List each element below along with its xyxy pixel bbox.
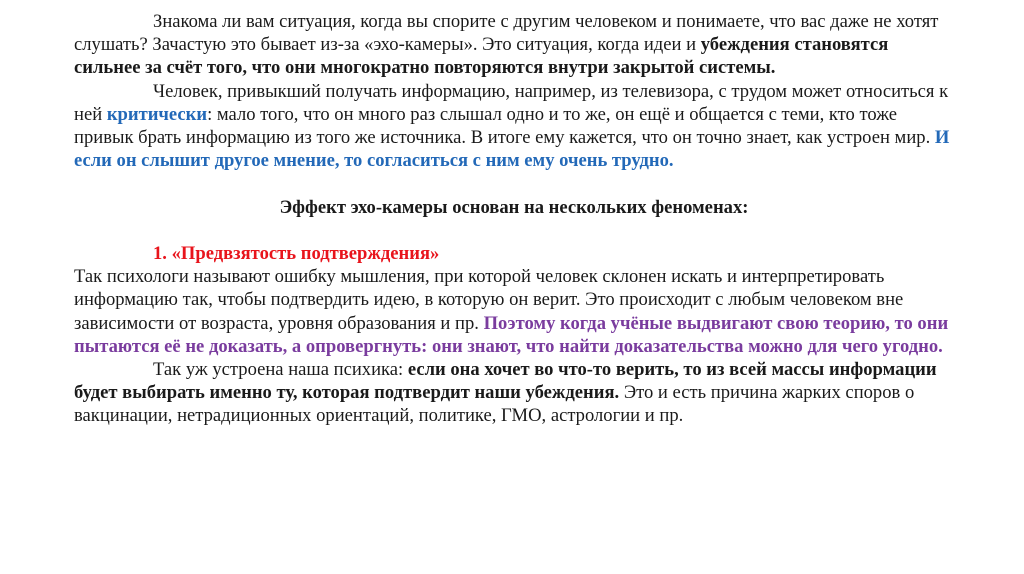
bias-highlight-text: Поэтому когда учёные выдвигают свою теорию, то они пытаются её не доказать, а опровергнуть: они знают, что найти доказательства можно для чего угодно. (74, 312, 949, 357)
psyche-text: Так уж устроена наша психика: (153, 359, 408, 381)
intro-text: Знакома ли вам ситуация, когда вы спорите с другим человеком и понимаете, что вас даже не хотят слушать? Зачастую это бывает из-за «эхо-камеры». Это ситуация, когда идеи и (74, 11, 939, 56)
paragraph-psyche (74, 358, 954, 428)
paragraph-intro (74, 10, 954, 80)
critical-word: критически (106, 103, 208, 125)
paragraph-tv (74, 80, 954, 173)
tv-highlight-text: И если он слышит другое мнение, то согласиться с ним ему очень трудно. (74, 127, 950, 172)
bias-text: Так психологи называют ошибку мышления, при которой человек склонен искать и интерпретировать информацию так, чтобы подтвердить идею, в которую он верит. Это происходит с любым человеком вне зависимости от возраста, уровня образования и пр. (74, 266, 904, 334)
psyche-text-end: Это и есть причина жарких споров о вакцинации, нетрадиционных ориентаций, политике, ГМО, астрологии и пр. (74, 382, 915, 427)
item-1-title-line (74, 242, 954, 265)
tv-text-continued: : мало того, что он много раз слышал одно и то же, он ещё и общается с теми, кто тоже привык брать информацию из того же источника. В итоге ему кажется, что он точно знает, как устроен мир. (74, 103, 935, 149)
spacer (74, 172, 954, 195)
item-1-title: 1. «Предвзятость подтверждения» (153, 243, 440, 264)
spacer (74, 219, 954, 242)
psyche-bold-text: если она хочет во что-то верить, то из всей массы информации будет выбирать именно ту, которая подтвердит наши убеждения. (74, 359, 937, 404)
section-heading: Эффект эхо-камеры основан на нескольких феноменах: (279, 196, 749, 218)
intro-bold-text: убеждения становятся сильнее за счёт того, что они многократно повторяются внутри закрытой системы. (74, 34, 889, 79)
slide-text-body (74, 10, 954, 428)
paragraph-confirmation-bias (74, 265, 954, 358)
tv-text: Человек, привыкший получать информацию, например, из телевизора, с трудом может относиться к ней (74, 80, 949, 125)
